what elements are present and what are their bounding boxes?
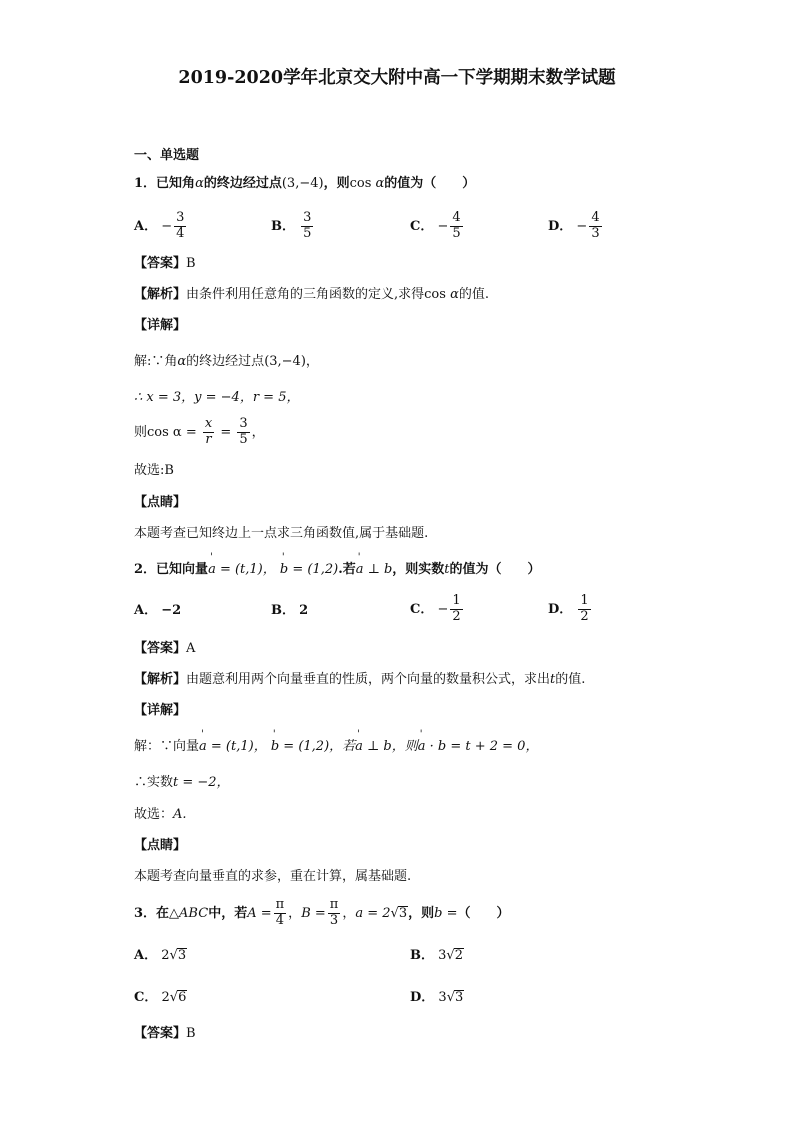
question-1-solution-line-4: 故选:B xyxy=(134,463,174,478)
question-2-note-heading: 【点睛】 xyxy=(134,838,187,853)
question-1-solution-line-2: ∴ x = 3，y = −4，r = 5， xyxy=(134,390,300,405)
question-3-option-c: C． 2√6 xyxy=(134,990,187,1005)
question-1-answer: 【答案】B xyxy=(134,256,196,271)
question-2-solution-line-2: ∴实数t = −2， xyxy=(134,775,230,790)
question-1-note: 本题考查已知终边上一点求三角函数值,属于基础题. xyxy=(134,526,429,541)
question-2-answer: 【答案】A xyxy=(134,641,196,656)
question-2-solution-line-1: 解：∵向量' a = (t,1)， ' b = (1,2)，若' a ⊥ b，则' a · b = t + 2 = 0， xyxy=(134,740,538,753)
question-3-answer: 【答案】B xyxy=(134,1026,196,1041)
question-2-option-d: D． $\frac{1}{2}$ xyxy=(548,593,589,624)
question-3-stem: 3．在△ABC中，若A = $\frac{\pi}{4}$ ，B = $\frac{\pi}{3}$ ，a = 2√3，则b =（ ） xyxy=(134,897,510,928)
section-heading: 一、单选题 xyxy=(134,148,200,163)
question-1-option-d: D． − $\frac{4}{3}$ xyxy=(548,210,600,241)
question-2-solution-line-3: 故选：A. xyxy=(134,807,187,822)
question-1-solution-line-1: 解:∵角α的终边经过点(3,−4)， xyxy=(134,354,319,369)
question-2-analysis: 【解析】由题意利用两个向量垂直的性质，两个向量的数量积公式，求出t的值. xyxy=(134,672,586,687)
question-2-note: 本题考查向量垂直的求参，重在计算，属基础题. xyxy=(134,869,412,884)
page-title: 2019-2020学年北京交大附中高一下学期期末数学试题 xyxy=(178,68,616,88)
question-1-option-c: C． − $\frac{4}{5}$ xyxy=(410,210,461,241)
question-2-detail-heading: 【详解】 xyxy=(134,703,187,718)
question-2-option-b: B． 2 xyxy=(271,603,309,618)
question-2-stem: 2．已知向量' a = (t,1)， ' b = (1,2).若' a ⊥ b，则实数t的值为（ ） xyxy=(134,563,541,576)
question-1-analysis: 【解析】由条件利用任意角的三角函数的定义,求得cos α的值. xyxy=(134,287,489,302)
question-1-stem: 1．已知角α的终边经过点(3,−4)，则cos α的值为（ ） xyxy=(134,176,476,191)
question-3-option-d: D． 3√3 xyxy=(410,990,464,1005)
question-1-option-b: B． $\frac{3}{5}$ xyxy=(271,210,312,241)
question-1-solution-line-3: 则cos α = $\frac{x}{r}$ = $\frac{3}{5}$ ， xyxy=(134,416,265,447)
question-3-option-b: B． 3√2 xyxy=(410,948,463,963)
question-1-detail-heading: 【详解】 xyxy=(134,318,187,333)
question-1-note-heading: 【点睛】 xyxy=(134,495,187,510)
question-1-option-a: A． − $\frac{3}{4}$ xyxy=(134,210,185,241)
question-2-option-c: C． − $\frac{1}{2}$ xyxy=(410,593,461,624)
question-3-option-a: A． 2√3 xyxy=(134,948,187,963)
question-2-option-a: A． −2 xyxy=(134,603,182,618)
